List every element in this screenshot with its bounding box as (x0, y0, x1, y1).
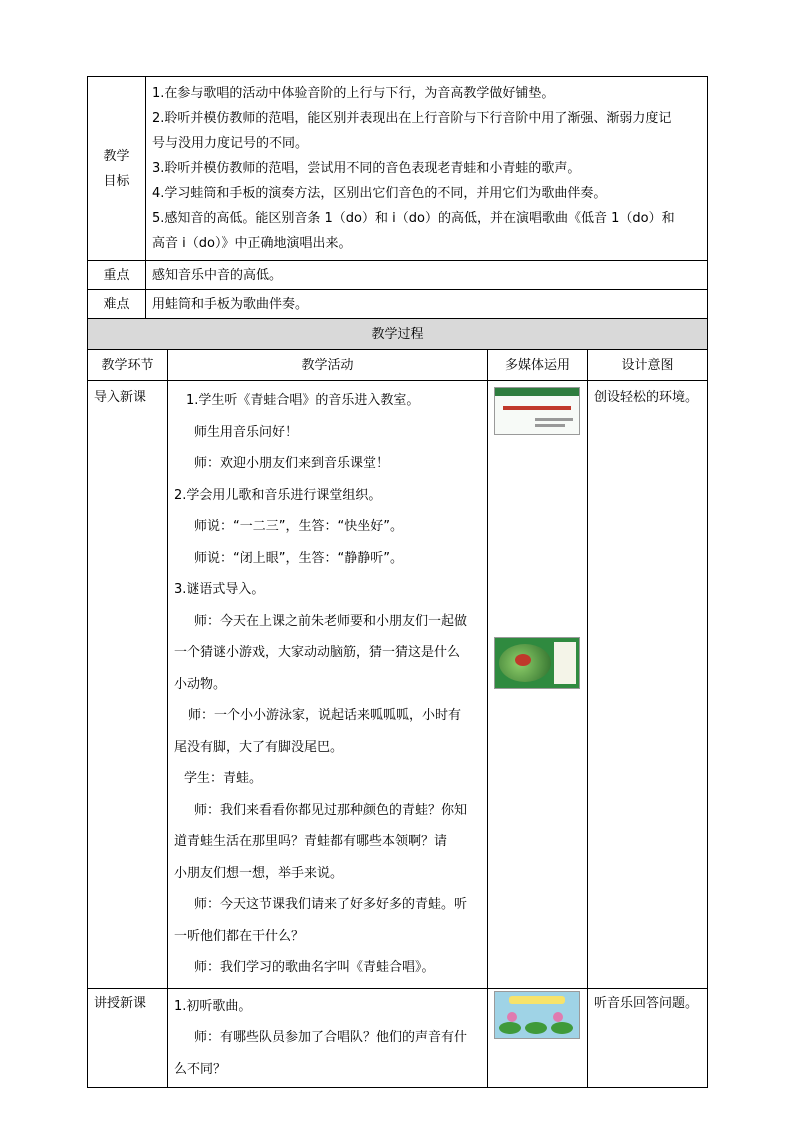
section-new-lesson-row (88, 988, 708, 1088)
activity-line: 1.初听歌曲。 (174, 998, 252, 1014)
activity-line: 一个猜谜小游戏，大家动动脑筋，猜一猜这是什么 (174, 645, 461, 660)
lesson-plan-document (87, 76, 707, 1088)
section-stage: 导入新课 (88, 381, 168, 989)
objective-line: 5.感知音的高低。能区别音条 1（do）和 i（do）的高低，并在演唱歌曲《低音 1（do）和 (152, 211, 675, 226)
activity-line: 师说：“一二三”，生答：“快坐好”。 (194, 519, 403, 534)
slide-thumbnail-frog-riddle (494, 637, 580, 689)
activity-line: 师：欢迎小朋友们来到音乐课堂！ (194, 456, 390, 471)
header-stage: 教学环节 (88, 350, 168, 381)
column-header-row (88, 350, 708, 381)
header-media: 多媒体运用 (488, 350, 588, 381)
activity-line: 师：今天这节课我们请来了好多好多的青蛙。听 (194, 897, 468, 912)
section-stage: 讲授新课 (88, 988, 168, 1088)
activity-line: 师生用音乐问好！ (194, 424, 299, 440)
activity-line: 一听他们都在干什么？ (174, 928, 305, 944)
activity-line: 师：一个小小游泳家，说起话来呱呱呱，小时有 (188, 708, 462, 723)
key-point-text: 感知音乐中音的高低。 (146, 261, 708, 290)
slide-thumbnail-frog-choir (494, 991, 580, 1039)
activity-line: 师：我们学习的歌曲名字叫《青蛙合唱》。 (194, 960, 435, 975)
section-activities (168, 381, 488, 989)
difficulty-label: 难点 (88, 290, 146, 319)
activity-line: 3.谜语式导入。 (174, 582, 265, 597)
objective-line: 1.在参与歌唱的活动中体验音阶的上行与下行，为音高教学做好铺垫。 (152, 86, 555, 101)
lesson-plan-table (87, 76, 708, 1088)
objective-line: 2.聆听并模仿教师的范唱，能区别并表现出在上行音阶与下行音阶中用了渐强、渐弱力度记 (152, 111, 672, 126)
activity-line: 小朋友们想一想，举手来说。 (174, 865, 344, 881)
activity-line: 1.学生听《青蛙合唱》的音乐进入教室。 (186, 393, 420, 408)
section-intent: 创设轻松的环境。 (588, 381, 708, 989)
activity-line: 学生：青蛙。 (184, 771, 263, 786)
key-point-label: 重点 (88, 261, 146, 290)
activity-line: 师：我们来看看你都见过那种颜色的青蛙？你知 (194, 802, 468, 818)
section-intent: 听音乐回答问题。 (588, 988, 708, 1088)
difficulty-text: 用蛙筒和手板为歌曲伴奏。 (146, 290, 708, 319)
difficulty-row (88, 290, 708, 319)
objectives-row (88, 77, 708, 261)
header-intent: 设计意图 (588, 350, 708, 381)
activity-line: 师：今天在上课之前朱老师要和小朋友们一起做 (194, 613, 468, 629)
activity-line: 师说：“闭上眼”，生答：“静静听”。 (194, 550, 403, 566)
activity-line: 小动物。 (174, 676, 227, 692)
section-media (488, 381, 588, 989)
section-media (488, 988, 588, 1088)
header-activity: 教学活动 (168, 350, 488, 381)
objectives-label: 教学 目标 (88, 77, 146, 261)
activity-line: 么不同？ (174, 1061, 227, 1077)
key-point-row (88, 261, 708, 290)
process-title: 教学过程 (88, 319, 708, 350)
section-activities (168, 988, 488, 1088)
activity-line: 师：有哪些队员参加了合唱队？他们的声音有什 (194, 1030, 468, 1045)
section-intro-row (88, 381, 708, 989)
slide-thumbnail-title (494, 387, 580, 435)
objective-line: 3.聆听并模仿教师的范唱，尝试用不同的音色表现老青蛙和小青蛙的歌声。 (152, 161, 581, 176)
activity-line: 尾没有脚，大了有脚没尾巴。 (174, 739, 344, 755)
activity-line: 道青蛙生活在那里吗？青蛙都有哪些本领啊？请 (174, 834, 448, 849)
process-title-row (88, 319, 708, 350)
objective-line: 高音 i（do）》中正确地演唱出来。 (152, 236, 352, 251)
objectives-content (146, 77, 708, 261)
objective-line: 4.学习蛙筒和手板的演奏方法，区别出它们音色的不同，并用它们为歌曲伴奏。 (152, 186, 607, 201)
activity-line: 2.学会用儿歌和音乐进行课堂组织。 (174, 487, 382, 503)
objective-line: 号与没用力度记号的不同。 (152, 136, 309, 151)
